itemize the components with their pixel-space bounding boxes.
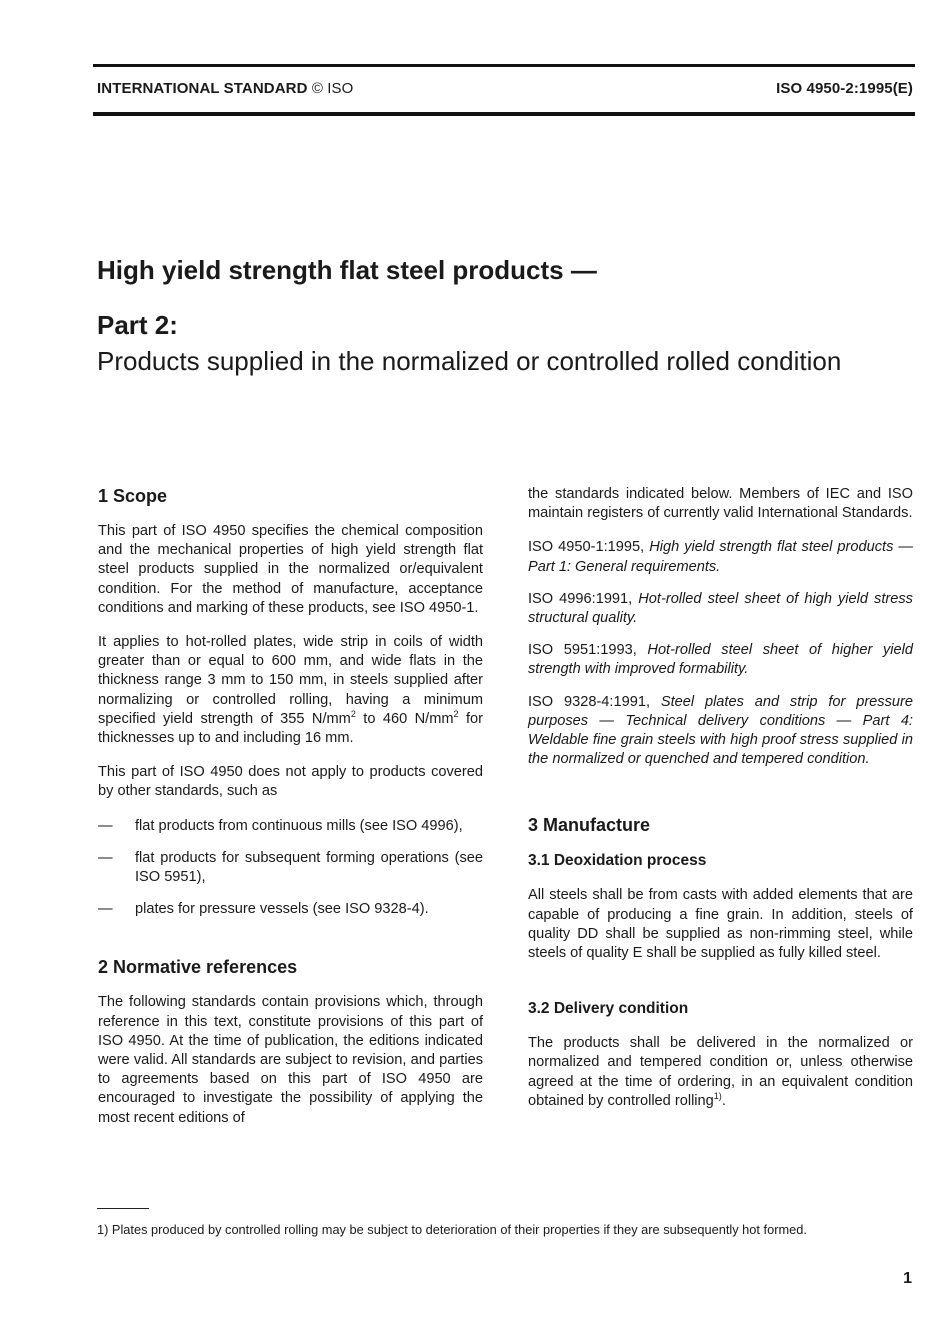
header-document-id: ISO 4950-2:1995(E) xyxy=(776,80,913,97)
normative-references-paragraph: The following standards contain provisions which, through reference in this text, constitute provisions of this part of ISO 4950. At the time of publication, the editions indicated were valid. All standards are subject to revision, and parties to agreements based on this part of ISO 4950 are encouraged to investigate the possibility of applying the most recent editions of xyxy=(98,994,483,1126)
document-part: Part 2: xyxy=(97,310,178,340)
superscript-2: 2 xyxy=(350,708,356,719)
scope-p2-part-b: to 460 N/mm xyxy=(355,710,454,727)
reference-code: ISO 9328-4:1991, xyxy=(528,693,650,710)
dash-bullet: — xyxy=(98,849,113,866)
reference-item xyxy=(528,590,913,628)
reference-title: Steel plates and strip for pressure purposes — Technical delivery conditions — Part 4: Weldable fine grain steels with high proof stress supplied in the normalized or quenched and tempered condition. xyxy=(528,693,913,768)
exclusion-list xyxy=(98,817,483,920)
list-item xyxy=(98,849,483,887)
reference-code: ISO 4950-1:1995, xyxy=(528,539,645,556)
header-copyright: © ISO xyxy=(311,80,354,97)
scope-paragraph-2 xyxy=(98,633,483,748)
header-left xyxy=(97,80,353,97)
deoxidation-paragraph: All steels shall be from casts with added elements that are capable of producing a fine grain. In addition, steels of quality DD shall be supplied as non-rimming steel, while steels of quality E shall be supplied as fully killed steel. xyxy=(528,887,913,962)
scope-paragraph-1: This part of ISO 4950 specifies the chemical composition and the mechanical properties of high yield strength flat steel products supplied in the normalized or/equivalent condition. For the method of manufacture, acceptance conditions and marking of these products, see ISO 4950-1. xyxy=(98,523,483,616)
section-2-heading: 2 Normative references xyxy=(98,957,298,978)
reference-code: ISO 5951:1993, xyxy=(528,642,637,659)
document-title: High yield strength flat steel products — xyxy=(97,255,597,285)
reference-title: Hot-rolled steel sheet of higher yield strength with improved formability. xyxy=(528,642,913,678)
delivery-condition-paragraph xyxy=(528,1034,913,1111)
header-standard-label: INTERNATIONAL STANDARD xyxy=(97,80,308,97)
dash-bullet: — xyxy=(98,817,113,834)
dash-bullet: — xyxy=(98,901,113,918)
delivery-text-end: . xyxy=(721,1092,726,1109)
reference-code: ISO 4996:1991, xyxy=(528,590,633,607)
delivery-text: The products shall be delivered in the normalized or normalized and tempered condition or, unless otherwise agreed at the time of ordering, in an equivalent condition obtained by controlled rolling xyxy=(528,1035,913,1109)
footnote: 1) Plates produced by controlled rolling may be subject to deterioration of their properties if they are subsequently hot formed. xyxy=(97,1222,807,1237)
scope-p2-part-a: It applies to hot-rolled plates, wide strip in coils of width greater than or equal to 600 mm, and wide flats in the thickness range 3 mm to 150 mm, in steels supplied after normalizing or controlled rolling, having a minimum specified yield strength of 355 N/mm xyxy=(98,634,483,727)
page-number: 1 xyxy=(903,1270,912,1287)
list-item xyxy=(98,900,483,919)
list-item-text: flat products from continuous mills (see ISO 4996), xyxy=(135,817,463,834)
section-3-1-heading: 3.1 Deoxidation process xyxy=(528,852,707,870)
list-item xyxy=(98,817,483,836)
right-column xyxy=(528,485,913,1126)
footnote-marker: 1) xyxy=(713,1091,722,1101)
document-subtitle: Products supplied in the normalized or controlled rolled condition xyxy=(97,346,842,376)
scope-p2-part-c: for thicknesses up to and including 16 mm. xyxy=(98,710,483,747)
superscript-2: 2 xyxy=(453,708,459,719)
section-3-2-heading: 3.2 Delivery condition xyxy=(528,1000,689,1018)
header-bottom-rule xyxy=(93,112,915,116)
reference-item xyxy=(528,641,913,679)
section-1-heading: 1 Scope xyxy=(98,486,168,506)
left-column xyxy=(98,485,483,1143)
scope-paragraph-3: This part of ISO 4950 does not apply to products covered by other standards, such as xyxy=(98,764,483,800)
footnote-rule xyxy=(97,1208,149,1209)
list-item-text: flat products for subsequent forming operations (see ISO 5951), xyxy=(135,849,483,886)
normative-references-continued: the standards indicated below. Members of IEC and ISO maintain registers of currently valid International Standards. xyxy=(528,486,913,522)
list-item-text: plates for pressure vessels (see ISO 9328-4). xyxy=(135,901,429,918)
reference-title: High yield strength flat steel products — Part 1: General requirements. xyxy=(528,539,913,575)
reference-title: Hot-rolled steel sheet of high yield stress structural quality. xyxy=(528,590,913,627)
header-top-rule xyxy=(93,64,915,67)
reference-item xyxy=(528,693,913,770)
reference-item xyxy=(528,538,913,576)
section-3-heading: 3 Manufacture xyxy=(528,815,651,836)
